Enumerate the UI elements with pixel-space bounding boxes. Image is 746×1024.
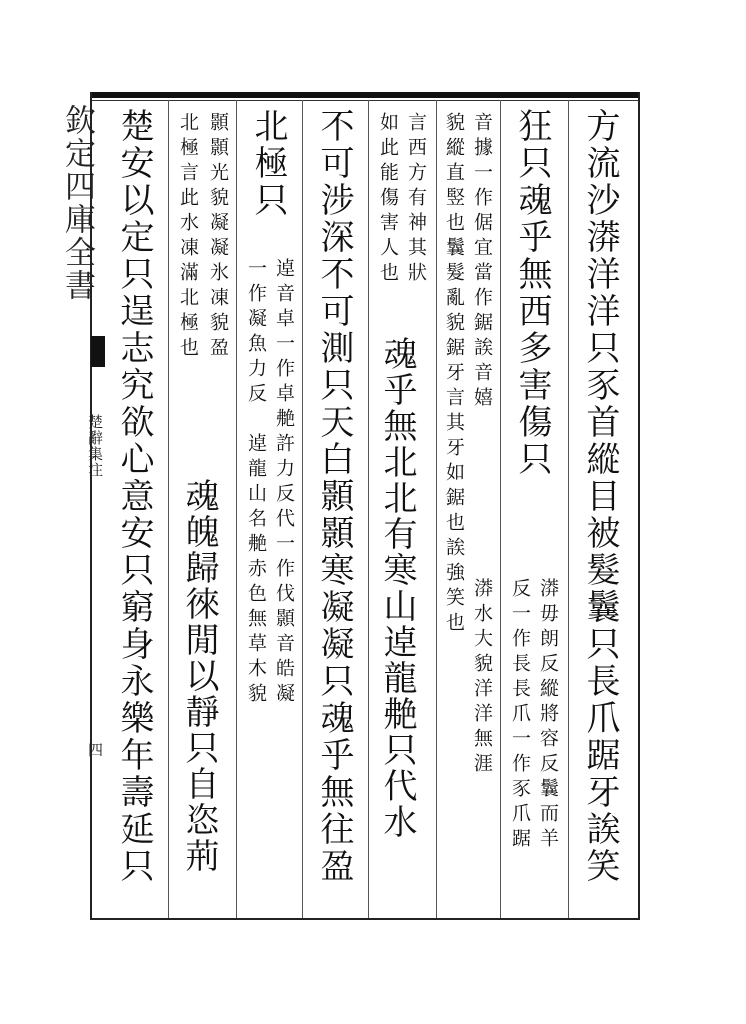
annotation-column: 反一作長長爪一作豕爪踞 (509, 578, 531, 853)
annotation-column: 言西方有神其狀 (405, 112, 427, 287)
column-divider (168, 100, 169, 918)
annotation-column: 顥顥光貌凝凝氷凍貌盈 (207, 112, 229, 362)
top-border (92, 92, 640, 98)
annotation-column: 音據一作倨宜當作鋸誒音嬉 (471, 112, 493, 412)
fishtail-mark (91, 336, 105, 366)
main-text-column: 楚安以定只逞志究欲心意安只窮身永樂年壽延只 (114, 108, 154, 885)
main-text-column: 魂魄歸徠閒以靜只自恣荊 (179, 478, 219, 874)
main-text-column: 魂乎無北北有寒山逴龍艴只代水 (377, 336, 417, 840)
bottom-border (90, 918, 640, 920)
main-text-column: 不可涉深不可測只天白顥顥寒凝凝只魂乎無往盈 (314, 108, 354, 885)
column-divider (302, 100, 303, 918)
right-border (638, 92, 640, 920)
column-divider (436, 100, 437, 918)
annotation-column: 漭水大貌洋洋無涯 (471, 578, 493, 778)
page-number: 四 (86, 742, 104, 757)
annotation-column: 如此能傷害人也 (377, 112, 399, 287)
column-divider (500, 100, 501, 918)
fishtail-line (91, 366, 105, 367)
annotation-column: 漭毋朗反縱將容反鬤而羊 (537, 578, 559, 853)
annotation-column: 北極言此水凍滿北極也 (177, 112, 199, 362)
column-divider (236, 100, 237, 918)
margin-title: 欽定四庫全書 (59, 104, 95, 302)
main-text-column: 狂只魂乎無西多害傷只 (512, 108, 552, 478)
annotation-column: 逴音卓一作卓艴許力反代一作伐顥音皓凝 (273, 258, 295, 708)
book-label: 楚辭集注 (86, 414, 104, 478)
column-divider (568, 100, 569, 918)
top-border-inner (92, 100, 640, 101)
main-text-column: 北極只 (248, 108, 288, 219)
column-divider (368, 100, 369, 918)
annotation-column: 貌縱直竪也鬤髮亂貌鋸牙言其牙如鋸也誒強笑也 (443, 112, 465, 637)
main-text-column: 方流沙漭洋洋只豕首縱目被髮鬤只長爪踞牙誒笑 (580, 108, 620, 885)
annotation-column: 一作凝魚力反 逴龍山名艴赤色無草木貌 (245, 258, 267, 708)
